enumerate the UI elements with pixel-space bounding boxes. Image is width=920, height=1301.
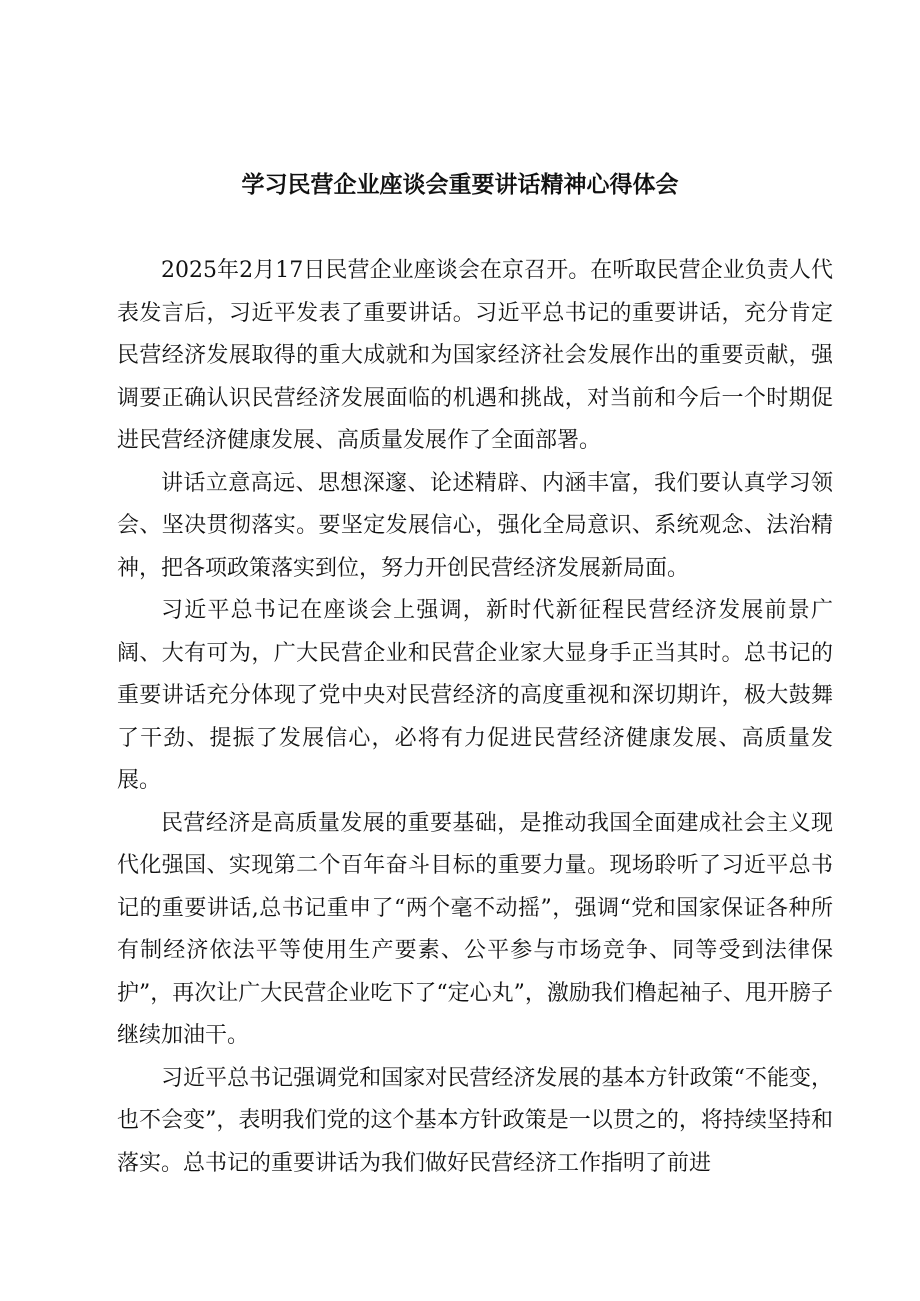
document-title: 学习民营企业座谈会重要讲话精神心得体会	[241, 172, 679, 198]
document-body	[117, 250, 833, 1185]
paragraph: 2025年2月17日民营企业座谈会在京召开。在听取民营企业负责人代表发言后，习近平发表了重要讲话。习近平总书记的重要讲话，充分肯定民营经济发展取得的重大成就和为国家经济社会发展作出的重要贡献，强调要正确认识民营经济发展面临的机遇和挑战，对当前和今后一个时期促进民营经济健康发展、高质量发展作了全面部署。	[117, 258, 833, 453]
paragraph: 习近平总书记强调党和国家对民营经济发展的基本方针政策“不能变，也不会变”，表明我们党的这个基本方针政策是一以贯之的，将持续坚持和落实。总书记的重要讲话为我们做好民营经济工作指明了前进	[117, 1065, 833, 1176]
paragraph: 习近平总书记在座谈会上强调，新时代新征程民营经济发展前景广阔、大有可为，广大民营企业和民营企业家大显身手正当其时。总书记的重要讲话充分体现了党中央对民营经济的高度重视和深切期许，极大鼓舞了干劲、提振了发展信心，必将有力促进民营经济健康发展、高质量发展。	[117, 598, 833, 793]
paragraph: 讲话立意高远、思想深邃、论述精辟、内涵丰富，我们要认真学习领会、坚决贯彻落实。要坚定发展信心，强化全局意识、系统观念、法治精神，把各项政策落实到位，努力开创民营经济发展新局面。	[117, 470, 833, 581]
paragraph: 民营经济是高质量发展的重要基础，是推动我国全面建成社会主义现代化强国、实现第二个百年奋斗目标的重要力量。现场聆听了习近平总书记的重要讲话,总书记重申了“两个毫不动摇”，强调“党和国家保证各种所有制经济依法平等使用生产要素、公平参与市场竞争、同等受到法律保护”，再次让广大民营企业吃下了“定心丸”，激励我们橹起袖子、甩开膀子继续加油干。	[117, 810, 833, 1048]
